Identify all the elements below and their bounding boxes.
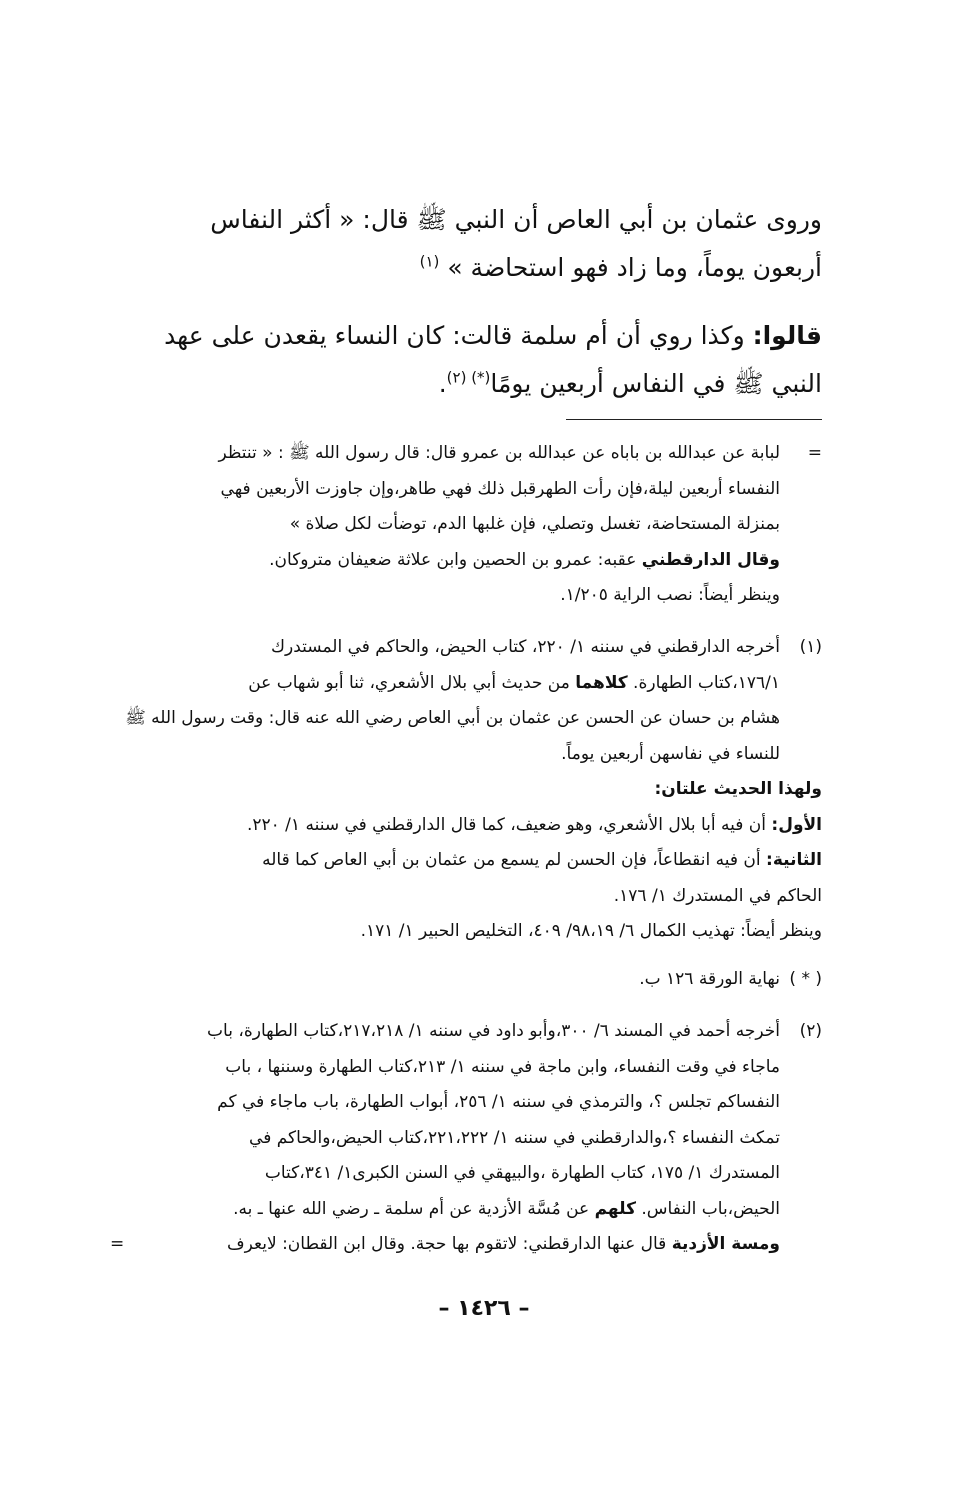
footnote-text: الحيض،باب النفاس. [635,1198,780,1219]
footnote-continued [110,436,822,614]
footnote-line: لبابة عن عبدالله بن باباه عن عبدالله بن عمرو قال: قال رسول الله ﷺ : « تنتظر [218,443,780,463]
footnote-separator [566,419,822,420]
footnote-line: للنساء في نفاسهن أربعين يوماً. [561,743,780,764]
footnote-line [110,772,822,808]
footnote-marker-1: (١) [799,637,822,657]
page-number: – ١٤٢٦ – [438,1296,530,1321]
footnote-line: بمنزلة المستحاضة، تغسل وتصلي، فإن غلبها الدم، توضأت لكل صلاة » [289,514,780,534]
footnote-line: تمكث النفساء ؟،والدارقطني في سننه ١/ ٢٢١،٢٢٢،كتاب الحيض،والحاكم في [249,1127,780,1148]
main-text [110,196,822,428]
footnote-line [110,843,822,879]
footnote-line: وينظر أيضاً: نصب الراية ١/٢٠٥. [560,585,780,605]
footnote-text: عن مُسَّة الأزدية عن أم سلمة ـ رضي الله عنها ـ به. [233,1198,595,1219]
main-paragraph-1 [110,196,822,292]
footnote-line: النفساكم تجلس ؟، والترمذي في سننه ١/ ٢٥٦، أبواب الطهارة، باب ماجاء في كم [217,1092,780,1112]
footnote-text: ١٧٦/١،كتاب الطهارة. [627,672,780,693]
footnote-text: من حديث أبي بلال الأشعري، ثنا أبو شهاب عن [248,672,576,693]
footnote-marker-continued: = [807,443,822,463]
footnote-line: ماجاء في وقت النفساء، وابن ماجة في سننه ١/ ٢١٣،كتاب الطهارة وسننها ، باب [225,1056,780,1077]
main-p2-bold-lead: قالوا: [752,321,822,350]
main-p2-line2: النبي ﷺ في النفاس أربعين يومًا [490,369,822,398]
continuation-mark: = [110,1234,125,1254]
footnote-line: أخرجه الدارقطني في سننه ١/ ٢٢٠، كتاب الحيض، والحاكم في المستدرك [271,637,780,657]
footnote-bold: وقال الدارقطني [641,549,780,570]
main-p1-line1: وروى عثمان بن أبي العاص أن النبي ﷺ قال: « أكثر النفاس [210,205,822,234]
footnote-line [110,808,822,844]
footnote-line [110,1192,780,1228]
footnote-bold: كلهم [594,1198,636,1219]
footnote-text: قال عنها الدارقطني: لاتقوم بها حجة. وقال ابن القطان: لايعرف [227,1234,672,1254]
footnote-line [110,666,780,702]
footnote-star [110,962,822,998]
footnote-marker-2: (٢) [799,1021,822,1041]
footnote-ref-1: (١) [419,252,440,271]
footnote-bold: الأول: [771,814,822,835]
footnote-line [110,543,780,579]
footnote-marker-star: ( * ) [789,969,822,989]
main-paragraph-2 [110,312,822,408]
footnote-bold: كلاهما [575,672,628,693]
footnote-ref-2: (*) (٢) [446,368,491,387]
footnote-bold: الثانية: [766,850,822,870]
footnote-bold: ولهذا الحديث علتان: [654,779,822,799]
footnote-line: وينظر أيضاً: تهذيب الكمال ٦/ ٩٨،١٩/ ٤٠٩، التخليص الحبير ١/ ١٧١. [360,921,822,941]
main-p2-end: . [438,369,447,398]
footnote-line: أخرجه أحمد في المسند ٦/ ٣٠٠،وأبو داود في سننه ١/ ٢١٧،٢١٨،كتاب الطهارة، باب [207,1021,780,1041]
footnote-line [110,1227,780,1263]
footnote-2 [110,1014,822,1263]
footnote-line: نهاية الورقة ١٢٦ ب. [639,969,780,989]
footnote-line: المستدرك ١/ ١٧٥، كتاب الطهارة ،والبيهقي في السنن الكبرى١/ ٣٤١،كتاب [264,1163,780,1183]
footnote-line: الحاكم في المستدرك ١/ ١٧٦. [613,885,822,906]
footnote-line: النفساء أربعين ليلة،فإن رأت الطهرقبل ذلك فهي طاهر،وإن جاوزت الأربعين فهي [220,478,780,499]
footnote-1 [110,630,822,950]
footnote-bold: ومسة الأزدية [671,1234,780,1254]
footnote-text: عقبه: عمرو بن الحصين وابن علاثة ضعيفان متروكان. [269,549,642,570]
main-p1-line2: أربعون يوماً، وما زاد فهو استحاضة » [447,253,822,282]
footnote-text: أن فيه انقطاعاً، فإن الحسن لم يسمع من عثمان بن أبي العاص كما قاله [262,850,767,870]
footnote-line: هشام بن حسان عن الحسن عن عثمان بن أبي العاص رضي الله عنه قال: وقت رسول الله ﷺ [125,708,780,728]
footnote-text: أن فيه أبا بلال الأشعري، وهو ضعيف، كما قال الدارقطني في سننه ١/ ٢٢٠. [246,814,772,835]
main-p2-line1: وكذا روي أن أم سلمة قالت: كان النساء يقعدن على عهد [164,321,753,350]
